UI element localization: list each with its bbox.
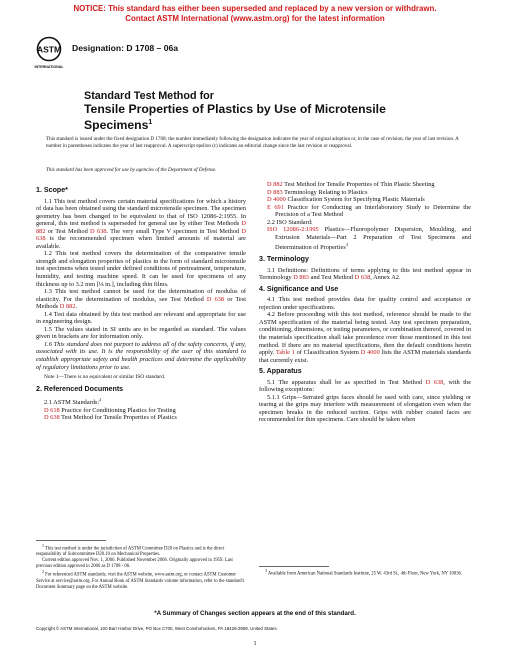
ref-link-d638[interactable]: D 638 <box>354 274 371 282</box>
designation: Designation: D 1708 – 06a <box>72 43 179 53</box>
summary-of-changes-note: *A Summary of Changes section appears at the end of this standard. <box>154 610 356 617</box>
note-1: Note 1—There is no equivalent or similar ISO standard. <box>44 374 166 381</box>
apparatus-heading: 5. Apparatus <box>259 367 302 376</box>
para-1-3: 1.3 This test method cannot be used for the determination of modulus of elasticity. For the determination of modulus, see Test Method D 638 or Test Methods D 882. <box>36 288 246 311</box>
para-4-1: 4.1 This test method provides data for quality control and acceptance or rejection under specifications. <box>259 296 471 311</box>
title-line-1: Standard Test Method for <box>84 90 214 102</box>
referenced-documents-heading: 2. Referenced Documents <box>36 384 124 393</box>
para-1-6: 1.6 This standard does not purport to address all of the safety concerns, if any, associated with its use. It is the responsibility of the user of this standard to establish appropriate safety and health practices and determine the applicability of regulatory limitations prior to use. <box>36 340 246 371</box>
ref-link-d638[interactable]: D 638 <box>36 227 246 243</box>
ref-link-d638[interactable]: D 638 <box>90 227 107 235</box>
footnote-3: $^3$ Available from American National Standards Institute, 25 W. 43rd St., 4th Floor, New York, NY 10036. <box>265 569 463 577</box>
footnote-1a: $^1$ This test method is under the jurisdiction of ASTM Committee D20 on Plastics and is the direct responsibility of Subcommittee D20.10 on Mechanical Properties. <box>36 544 225 558</box>
para-1-5: 1.5 The values stated in SI units are to be regarded as standard. The values given in brackets are for information only. <box>36 325 246 341</box>
ref-item-d4000: D 4000 Classification System for Specifying Plastic Materials <box>267 196 425 204</box>
ref-link-d883[interactable]: D 883 <box>267 188 283 196</box>
page-number: 1 <box>253 640 257 647</box>
ref-link-d4000[interactable]: D 4000 <box>360 349 380 357</box>
ref-item-d882: D 882 Test Method for Tensile Properties of Thin Plastic Sheeting <box>267 181 435 188</box>
intro-paragraph: This standard is issued under the fixed designation D 1708; the number immediately following the designation indicates the year of original adoption or, in the case of revision, the year of last revision. A number in parentheses indicates the year of last reapproval. A superscript epsilon (ε) indicates an editorial change since the last revision or reapproval. <box>46 136 459 149</box>
svg-text:INTERNATIONAL: INTERNATIONAL <box>34 65 64 69</box>
astm-logo-icon <box>36 36 62 72</box>
ref-link-d618[interactable]: D 618 <box>44 406 60 414</box>
para-1-1: 1.1 This test method covers certain material specifications for which a history of data has been obtained using the standard microtensile specimen. The specimen geometry has been changed to be equivalent to that of ISO 12086-2:1955. In general, this test method is superseded for general use by either Test Methods D 882 or Test Method D 638. The very small Type V specimen in Test Method D 638 is the recommended specimen when limited amounts of material are available. <box>36 197 246 250</box>
para-1-2: 1.2 This test method covers the determination of the comparative tensile strength and elongation properties of plastics in the form of standard microtensile test specimens when tested under defined conditions of pretreatment, temperature, humidity, and testing machine speed. It can be used for specimens of any thickness up to 3.2 mm [⅛ in.], including thin films. <box>36 250 246 288</box>
footnote-rule-right <box>259 566 329 567</box>
ref-link-d638[interactable]: D 638 <box>206 295 225 303</box>
ref-link-d882[interactable]: D 882 <box>59 303 76 311</box>
scope-heading: 1. Scope* <box>36 186 68 194</box>
ref-item-d883: D 883 Terminology Relating to Plastics <box>267 188 368 196</box>
para-3-1: 3.1 Definitions: Definitions of terms applying to this test method appear in Terminology D 883 and Test Method D 638, Annex A2. <box>259 266 471 282</box>
para-5-1: 5.1 The apparatus shall be as specified in Test Method D 638, with the following exceptions: <box>259 378 472 394</box>
ref-item-iso-12086: ISO 12086-2:1995 Plastics—Fluoropolymer Dispersion, Moulding, and Extrusion Materials—Part 2 Preparation of Test Specimens and Determination of Properties$^3$ <box>267 226 471 252</box>
left-column <box>36 183 246 422</box>
ref-link-d882[interactable]: D 882 <box>36 220 246 235</box>
terminology-heading: 3. Terminology <box>259 255 309 264</box>
document-title <box>84 90 484 132</box>
ref-link-d638[interactable]: D 638 <box>44 414 60 422</box>
footnotes-left <box>36 544 246 590</box>
para-5-1-1: 5.1.1 Grips—Serrated grips faces should be used with care, since yielding or tearing at the grips may interfere with measurement of elongation even when the specimen breaks in the reduced section. Grips with rubber coated faces are recommended for thin specimens. Care should be taken when <box>259 393 471 424</box>
ref-link-table-1[interactable]: Table 1 <box>275 349 295 357</box>
ref-link-e691[interactable]: E 691 <box>267 203 284 211</box>
footnotes-right <box>259 569 471 577</box>
para-2-2: 2.2 ISO Standard: <box>267 218 313 226</box>
copyright: Copyright © ASTM International, 100 Barr Harbor Drive, PO Box C700, West Conshohocken, PA 19428-2959, United States. <box>36 626 278 631</box>
para-1-4: 1.4 Test data obtained by this test method are relevant and appropriate for use in engineering design. <box>36 310 246 326</box>
ref-link-d4000[interactable]: D 4000 <box>267 196 286 204</box>
ref-item-d618: D 618 Practice for Conditioning Plastics for Testing <box>44 406 176 414</box>
svg-text:ASTM: ASTM <box>36 44 62 55</box>
para-4-2: 4.2 Before proceeding with this test method, reference should be made to the ASTM specification of the material being tested. Any test specimen preparation, conditioning, dimensions, or testing parameters, or combination thereof, covered in the materials specification shall take precedence over those mentioned in this test method. If there are no material specifications, then the default conditions herein apply. Table 1 of Classification System D 4000 lists the ASTM materials standards that currently exist. <box>259 311 472 364</box>
footnote-1b: Current edition approved Nov. 1, 2006. Published November 2006. Originally approved in 1959. Last previous edition approved in 2006 as D 1708 - 06. <box>36 558 233 570</box>
dod-approval-note: This standard has been approved for use by agencies of the Department of Defense. <box>46 167 217 173</box>
ref-link-d883[interactable]: D 883 <box>293 274 309 282</box>
title-line-2: Tensile Properties of Plastics by Use of Microtensile <box>84 102 386 116</box>
footnote-rule-left <box>36 540 106 541</box>
ref-link-iso-12086[interactable]: ISO 12086-2:1995 <box>267 226 319 234</box>
footnote-2: $^2$ For referenced ASTM standards, visit the ASTM website, www.astm.org, or contact ASTM Customer Service at service@astm.org. For Annual Book of ASTM Standards volume information, refer to the standard's Document Summary page on the ASTM website. <box>36 570 245 590</box>
right-column <box>259 181 471 424</box>
significance-heading: 4. Significance and Use <box>259 284 339 293</box>
ref-item-e691: E 691 Practice for Conducting an Interlaboratory Study to Determine the Precision of a Test Method <box>267 203 472 219</box>
title-line-3: Specimens$^1$ <box>84 118 153 133</box>
ref-link-d882[interactable]: D 882 <box>267 181 283 188</box>
para-2-1: 2.1 ASTM Standards:$^2$ <box>44 397 102 407</box>
notice-line-2: Contact ASTM International (www.astm.org) for the latest information <box>125 14 385 23</box>
ref-item-d638: D 638 Test Method for Tensile Properties of Plastics <box>44 414 177 422</box>
ref-link-d638[interactable]: D 638 <box>425 378 444 386</box>
notice-line-1: NOTICE: This standard has either been superseded and replaced by a new version or withdrawn. <box>73 4 437 13</box>
supersede-notice <box>0 4 510 24</box>
